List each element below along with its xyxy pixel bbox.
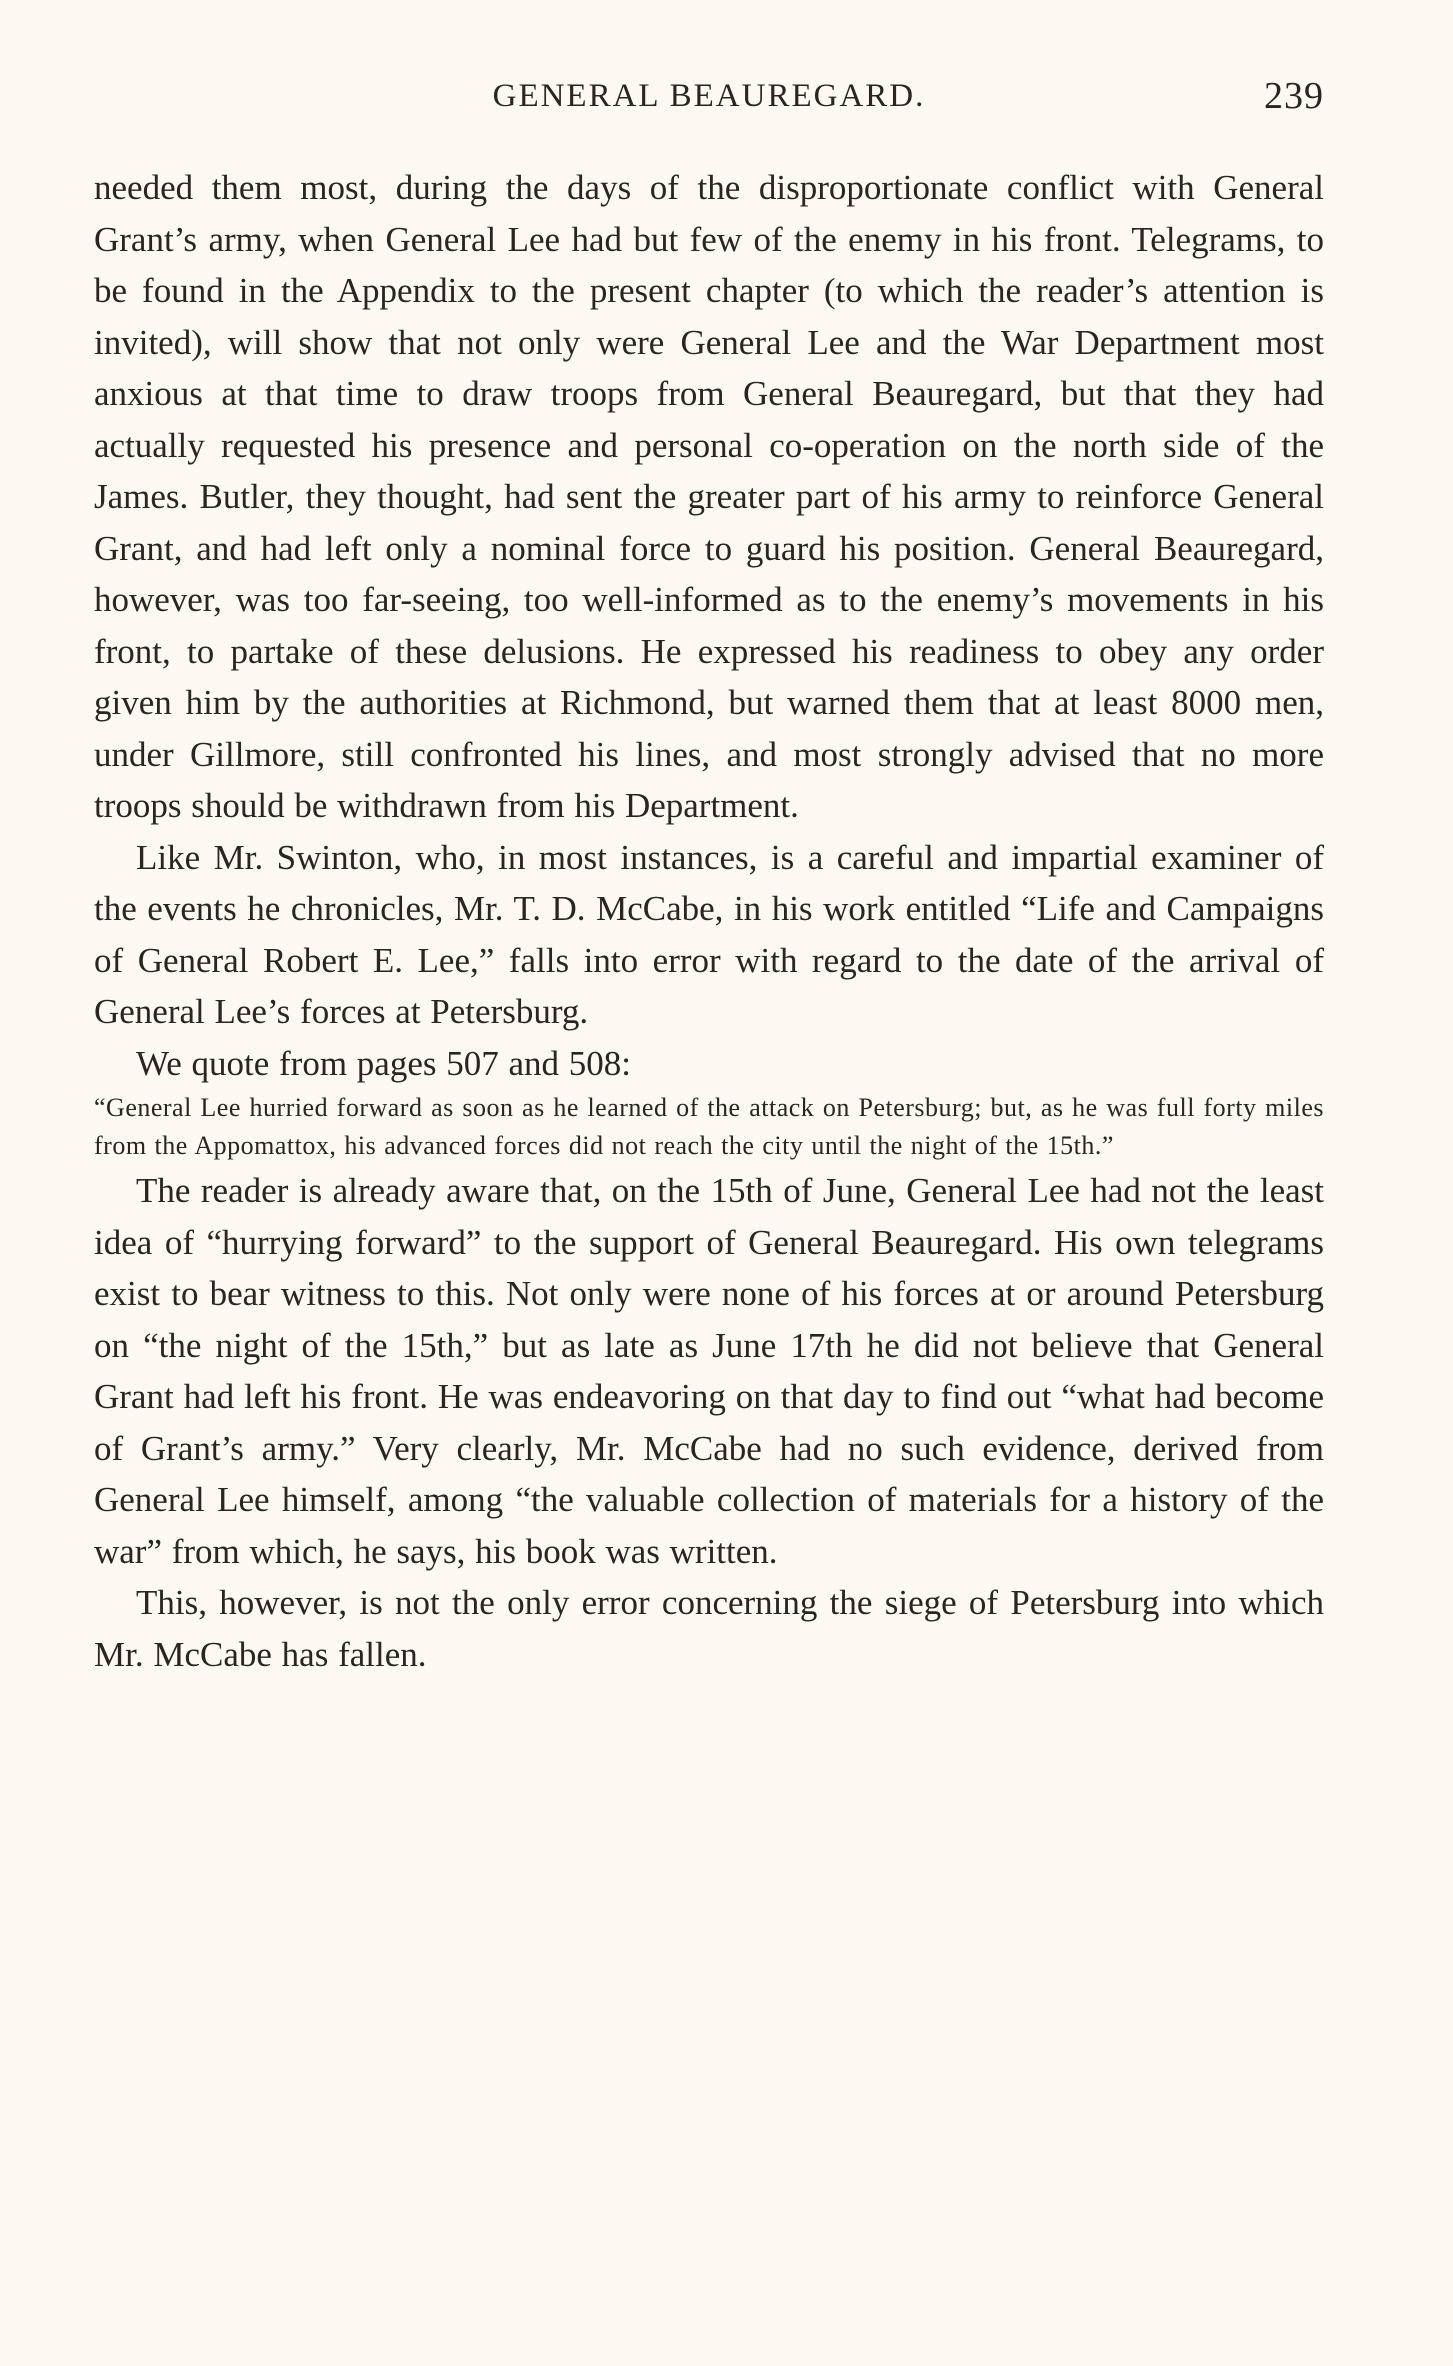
page-number: 239 [1264,75,1324,117]
paragraph-4: The reader is already aware that, on the 15th of June, General Lee had not the least idea of “hurrying forward” to the support of General Beauregard. His own telegrams exist to bear witness to this. Not only were none of his forces at or around Petersburg on “the night of the 15th,” but as late as June 17th he did not believe that General Grant had left his front. He was endeavoring on that day to find out “what had become of Grant’s army.” Very clearly, Mr. McCabe had no such evidence, derived from General Lee himself, among “the valuable collection of materials for a history of the war” from which, he says, his book was written. [94,1171,1324,1571]
paragraph-5: This, however, is not the only error concerning the siege of Petersburg into which Mr. McCabe has fallen. [94,1583,1324,1674]
running-head [94,74,1324,124]
body-text [94,162,1324,1680]
block-quote: “General Lee hurried forward as soon as he learned of the attack on Petersburg; but, as he was full forty miles from the Appomattox, his advanced forces did not reach the city until the night of the 15th.” [94,1093,1324,1160]
paragraph-3: We quote from pages 507 and 508: [136,1043,632,1083]
paragraph-2: Like Mr. Swinton, who, in most instances, is a careful and impartial examiner of the events he chronicles, Mr. T. D. McCabe, in his work entitled “Life and Campaigns of General Robert E. Lee,” falls into error with regard to the date of the arrival of General Lee’s forces at Petersburg. [94,837,1324,1031]
paragraph-1: needed them most, during the days of the disproportionate conflict with General Grant’s army, when General Lee had but few of the enemy in his front. Telegrams, to be found in the Appendix to the present chapter (to which the reader’s attention is invited), will show that not only were General Lee and the War Department most anxious at that time to draw troops from General Beauregard, but that they had actually requested his presence and personal co-operation on the north side of the James. Butler, they thought, had sent the greater part of his army to reinforce General Grant, and had left only a nominal force to guard his position. General Beauregard, however, was too far-seeing, too well-informed as to the enemy’s movements in his front, to partake of these delusions. He expressed his readiness to obey any order given him by the authorities at Richmond, but warned them that at least 8000 men, under Gillmore, still confronted his lines, and most strongly advised that no more troops should be withdrawn from his Department. [94,168,1324,825]
running-title: GENERAL BEAUREGARD. [492,78,926,114]
